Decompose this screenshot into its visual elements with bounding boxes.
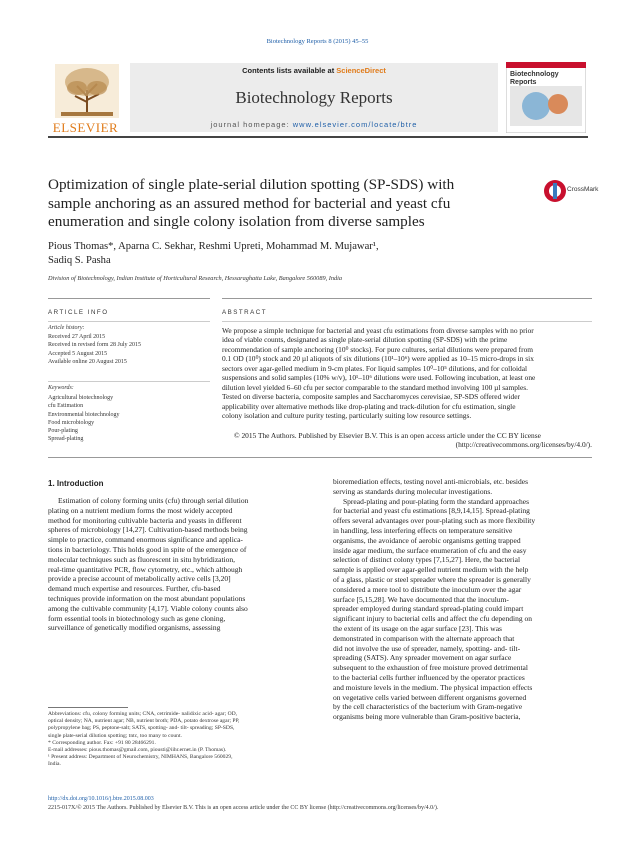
- body-line: spreading (SATS). Any spreader movement on agar surface: [333, 653, 512, 663]
- body-line: inside agar medium, the surface enumeration of cfu and the easy: [333, 545, 527, 555]
- homepage-link[interactable]: www.elsevier.com/locate/btre: [292, 120, 418, 129]
- intro-left-column: [48, 496, 310, 633]
- contents-line: [130, 66, 498, 75]
- body-line: surveillance of genetically modified organisms, assessing: [48, 623, 221, 633]
- homepage-line: [130, 120, 498, 129]
- body-line: for bacterial and yeast cfu estimations [8,9,14,15]. Spread-plating: [333, 506, 530, 516]
- crossmark-icon: [543, 179, 567, 203]
- body-line: selection of distinct colony types [7,15,27]. Here, the bacterial: [333, 555, 521, 565]
- body-line: demand much expertise and resources. Further, cfu-based: [48, 584, 221, 594]
- history-item: Received 27 April 2015: [48, 334, 106, 340]
- body-line: molecular techniques such as fluorescent in situ hybridization,: [48, 554, 236, 564]
- body-line: form essential tools in biotechnology such as gene cloning,: [48, 613, 226, 623]
- abstract-heading: ABSTRACT: [222, 309, 268, 316]
- abstract-line: recommendation of sample anchoring (10⁰ stocks). For pure cultures, serial dilutions were prepared from: [222, 344, 534, 354]
- article-info-rule: [48, 298, 210, 299]
- footnote-line: * Corresponding author. Fax: +91 80 28466291.: [48, 739, 156, 746]
- body-line: significant injury to bacterial cells and affect the cfu depending on: [333, 614, 532, 624]
- abstract-line: idea of viable counts, designated as single plate-serial dilution spotting (SP-SDS) with the prime: [222, 335, 508, 345]
- abstract-line: dilution level yielded 6–60 cfu per sector comparable to the standard method involving 100 µl samples.: [222, 382, 528, 392]
- history-item: Available online 20 August 2015: [48, 358, 127, 365]
- abstract-line: 0.1 OD (10⁰) stock and 20 µl aliquots of six dilutions (10¹–10⁶) were applied as 10–15 micro-drops in six: [222, 354, 534, 364]
- footnote-line[interactable]: E-mail addresses: pious.thomas@gmail.com, piousti@iihr.ernet.in (P. Thomas).: [48, 747, 227, 754]
- keyword-item: cfu Estimation: [48, 403, 84, 410]
- abstract-line: sectors over agar-gelled medium in 9-cm plates. For liquid samples 10⁰–10⁵ dilutions, and for colloidal: [222, 363, 528, 373]
- crossmark-label: CrossMark: [567, 186, 599, 193]
- sciencedirect-link[interactable]: ScienceDirect: [336, 66, 386, 75]
- abstract-subrule: [222, 321, 592, 322]
- abstract-body: [222, 326, 592, 421]
- body-line: by the cell characteristics of the bacterium with Gram-negative: [333, 702, 523, 712]
- body-line: spreader employed during standard spread-plating could impart: [333, 604, 524, 614]
- journal-citation[interactable]: Biotechnology Reports 8 (2015) 45–55: [266, 38, 369, 45]
- abstract-rule: [222, 298, 592, 299]
- abstract-line: Tested on diverse bacteria, composite samples and Saccharomyces cerevisiae, SP-SDS offered wider: [222, 392, 520, 402]
- masthead-rule: [48, 136, 588, 138]
- authors-line[interactable]: Pious Thomas*, Aparna C. Sekhar, Reshmi Upreti, Mohammad M. Mujawar¹,: [48, 241, 379, 252]
- license-url[interactable]: (http://creativecommons.org/licenses/by/4.0/).: [455, 440, 592, 450]
- body-line: Spread-plating and pour-plating form the standard approaches: [343, 496, 530, 506]
- body-line: provide a precise account of metabolically active cells [3,20]: [48, 574, 231, 584]
- journal-cover-thumbnail[interactable]: [506, 62, 586, 133]
- body-line: serving as standards during molecular investigations.: [333, 486, 493, 496]
- article-title: [48, 176, 518, 232]
- contents-prefix: Contents lists available at: [242, 66, 337, 75]
- body-line: in handling, less interfering effects on temperature sensitive: [333, 525, 513, 535]
- body-line: method for monitoring cultivable bacteria and yeasts in different: [48, 515, 242, 525]
- history-list: [48, 333, 210, 366]
- body-line: did not involve the use of spreader, namely, spotting- and- tilt-: [333, 643, 521, 653]
- keywords-rule: [48, 381, 210, 382]
- body-line: spheres of microbiology [14,27]. Cultivation-based methods being: [48, 525, 248, 535]
- body-line: and moisture levels in the medium. The physical impaction effects: [333, 682, 533, 692]
- history-item: Accepted 5 August 2015: [48, 350, 108, 357]
- body-line: of a glass, plastic or steel spreader where the spreader is generally: [333, 574, 531, 584]
- footnote-line: India.: [48, 761, 61, 768]
- history-item: Received in revised form 28 July 2015: [48, 342, 141, 349]
- title-line: Optimization of single plate-serial dilution spotting (SP-SDS) with: [48, 176, 455, 193]
- author-list: [48, 240, 548, 268]
- body-line: the extent of its usage on the agar surface [23]. This was: [333, 623, 502, 633]
- keyword-item: Agricultural biotechnology: [48, 395, 114, 401]
- journal-masthead: [48, 56, 588, 142]
- section-heading-introduction: 1. Introduction: [48, 479, 104, 488]
- journal-title: Biotechnology Reports: [235, 88, 393, 107]
- abstract-line: colony isolation and culture purity testing, particularly suiting low resource settings.: [222, 411, 472, 421]
- footnote-line: Abbreviations: cfu, colony forming units; CNA, cetrimide- nalidixic acid- agar; OD,: [48, 711, 238, 717]
- issn-license-line: 2215-017X/© 2015 The Authors. Published by Elsevier B.V. This is an open access article under the CC BY license (http://creativecommons.org/licenses/by/4.0/).: [48, 805, 439, 811]
- footnote-line: polypropylene bag; PS, peptone-salt; SATS, spotting- and- tilt- spreading; SP-SDS,: [48, 725, 235, 732]
- keywords-list: [48, 394, 210, 444]
- body-line: to the bacterial cells further influenced by the operator practices: [333, 672, 525, 682]
- keyword-item: Environmental biotechnology: [48, 411, 120, 418]
- body-line: simple to practice, command enormous significance and applica-: [48, 535, 243, 545]
- cover-title: Biotechnology Reports: [510, 71, 559, 86]
- title-line: sample anchoring as an assured method for bacterial and yeast cfu: [48, 194, 451, 212]
- footnote-line: optical density; NA, nutrient agar; NB, nutrient broth; PDA, potato dextrose agar; PP,: [48, 718, 240, 725]
- abstract-bottom-rule: [48, 457, 592, 458]
- doi-link[interactable]: http://dx.doi.org/10.1016/j.btre.2015.08.003: [48, 796, 154, 802]
- affiliation: Division of Biotechnology, Indian Institute of Horticultural Research, Hessaraghatta Lake, Bangalore 560089, India: [48, 275, 343, 282]
- authors-line[interactable]: Sadiq S. Pasha: [48, 255, 111, 266]
- title-line: enumeration and single colony isolation from diverse samples: [48, 213, 425, 230]
- abstract-line: We propose a simple technique for bacterial and yeast cfu estimations from diverse samples with no prior: [222, 326, 534, 335]
- keyword-item: Pour-plating: [48, 428, 78, 435]
- body-line: sample is applied over agar-gelled nutrient medium with the help: [333, 565, 529, 575]
- body-line: techniques provide information on the most abundant populations: [48, 593, 246, 603]
- body-line: considered a mere tool to distribute the inoculum over the agar: [333, 584, 522, 594]
- footnote-rule: [48, 707, 128, 708]
- keyword-item: Food microbiology: [48, 419, 95, 426]
- footnote-line: ¹ Present address: Department of Neurochemistry, NIMHANS, Bangalore 560029,: [48, 754, 233, 761]
- body-line: offers several advantages over pour-plating such as more flexibility: [333, 516, 536, 526]
- article-info-subrule: [48, 321, 210, 322]
- body-line: on vegetative cells varied between different organisms governed: [333, 692, 527, 702]
- keywords-label: Keywords:: [48, 385, 74, 391]
- article-info-heading: ARTICLE INFO: [48, 309, 109, 316]
- intro-right-column: [333, 477, 593, 722]
- body-line: bioremediation effects, testing novel anti-microbials, etc. besides: [333, 477, 529, 486]
- footnote-line: single plate-serial dilution spotting; tntc, too many to count.: [48, 732, 182, 739]
- license-line: © 2015 The Authors. Published by Elsevier B.V. This is an open access article under the CC BY license: [234, 431, 541, 440]
- body-line: tions in bacteriology. This holds good in spite of the emergence of: [48, 544, 247, 554]
- crossmark-badge[interactable]: [543, 177, 599, 205]
- body-line: organisms being more vulnerable than Gram-positive bacteria,: [333, 712, 521, 722]
- abstract-license: [222, 431, 592, 450]
- homepage-prefix: journal homepage:: [210, 120, 293, 129]
- body-line: real-time quantitative PCR, flow cytometry, etc., which although: [48, 564, 243, 574]
- elsevier-wordmark: ELSEVIER: [52, 120, 119, 135]
- body-line: Estimation of colony forming units (cfu) through serial dilution: [58, 496, 249, 505]
- body-line: organisms, the avoidance of aerobic organisms getting trapped: [333, 535, 521, 545]
- keyword-item: Spread-plating: [48, 436, 84, 443]
- body-line: surface [5,15,28]. We have documented that the inoculum-: [333, 594, 509, 604]
- history-label: Article history:: [48, 325, 85, 331]
- abstract-line: applicability over alternative methods like drop-plating and track-dilution for cfu estimation, single: [222, 401, 516, 411]
- body-line: plating on a nutrient medium forms the most widely accepted: [48, 505, 233, 515]
- body-line: demonstrated in comparison with the alternate approach that: [333, 633, 515, 643]
- body-line: subsequent to the exhaustion of free moisture proved detrimental: [333, 663, 528, 673]
- footnotes: [48, 711, 310, 769]
- abstract-line: suspensions and solid samples (10% w/v), 10¹–10⁶ dilutions were used. Following incubation, at least one: [222, 373, 536, 383]
- body-line: among the cultivable community [4,17]. Viable colony counts also: [48, 603, 248, 613]
